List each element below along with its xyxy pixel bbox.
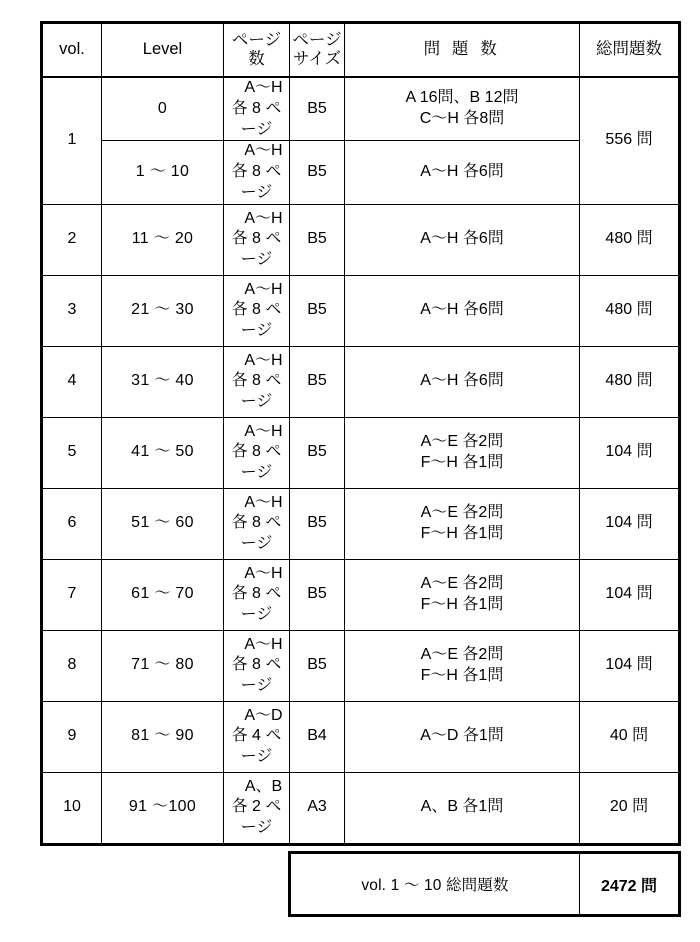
cell-pages-line1: A、B <box>244 777 283 795</box>
header-pages: ページ数 <box>224 23 290 78</box>
cell-pages <box>224 630 290 701</box>
cell-question-count <box>345 488 580 559</box>
table-header-row <box>42 23 680 78</box>
cell-pages <box>224 204 290 275</box>
cell-pages-line2: 各 8 ページ <box>231 163 282 201</box>
cell-total-count: 104 問 <box>580 488 680 559</box>
cell-page-size: A3 <box>290 772 345 844</box>
cell-question-count <box>345 204 580 275</box>
cell-page-size: B5 <box>290 204 345 275</box>
cell-pages <box>224 417 290 488</box>
cell-level: 31 ～ 40 <box>102 346 224 417</box>
cell-level: 81 ～ 90 <box>102 701 224 772</box>
cell-question-line1: A〜E 各2問 <box>420 645 504 663</box>
cell-pages-line1: A〜H <box>244 142 283 160</box>
cell-pages-line1: A〜H <box>244 635 283 653</box>
cell-total-count: 480 問 <box>580 204 680 275</box>
cell-question-line1: A〜E 各2問 <box>420 432 504 450</box>
cell-pages-line1: A〜H <box>244 209 283 227</box>
cell-question-count <box>345 701 580 772</box>
header-level: Level <box>102 23 224 78</box>
cell-question-line2: F〜H 各1問 <box>420 595 504 613</box>
cell-page-size: B5 <box>290 275 345 346</box>
cell-pages-line2: 各 8 ページ <box>231 372 282 411</box>
cell-page-size: B5 <box>290 559 345 630</box>
table-row <box>42 346 680 417</box>
cell-page-size: B5 <box>290 141 345 204</box>
cell-question-line2: F〜H 各1問 <box>420 666 504 684</box>
grand-total-label: vol. 1 ～ 10 総問題数 <box>290 853 580 916</box>
cell-pages <box>224 275 290 346</box>
cell-question-line1: A 16問、B 12問 <box>405 89 519 107</box>
cell-question-line2: C〜H 各8問 <box>419 110 505 128</box>
cell-question-line1: A〜D 各1問 <box>420 727 504 745</box>
cell-level: 51 ～ 60 <box>102 488 224 559</box>
cell-question-count <box>345 630 580 701</box>
cell-pages-line2: 各 8 ページ <box>231 443 282 482</box>
cell-question-count <box>345 141 580 204</box>
cell-pages-line2: 各 8 ページ <box>231 230 282 269</box>
cell-question-line1: A、B 各1問 <box>420 798 504 816</box>
table-row <box>42 772 680 844</box>
cell-pages-line2: 各 8 ページ <box>231 301 282 340</box>
table-row <box>42 559 680 630</box>
table-row <box>42 417 680 488</box>
cell-vol: 7 <box>42 559 102 630</box>
cell-pages <box>224 772 290 844</box>
header-page-size-line1: ページ <box>292 30 342 49</box>
cell-level: 71 ～ 80 <box>102 630 224 701</box>
cell-question-line1: A〜H 各6問 <box>420 301 504 319</box>
cell-page-size: B4 <box>290 701 345 772</box>
cell-vol: 2 <box>42 204 102 275</box>
cell-pages <box>224 346 290 417</box>
cell-question-line2: F〜H 各1問 <box>420 453 504 471</box>
cell-level: 11 ～ 20 <box>102 204 224 275</box>
cell-vol: 6 <box>42 488 102 559</box>
cell-pages <box>224 77 290 141</box>
cell-pages-line1: A〜H <box>244 493 283 511</box>
cell-pages-line1: A〜H <box>244 564 283 582</box>
cell-vol: 3 <box>42 275 102 346</box>
cell-pages-line1: A〜H <box>244 280 283 298</box>
cell-page-size: B5 <box>290 630 345 701</box>
table-row <box>42 275 680 346</box>
cell-level: 21 ～ 30 <box>102 275 224 346</box>
grand-total-row <box>290 853 680 916</box>
cell-level: 0 <box>102 77 224 141</box>
cell-pages-line1: A〜H <box>244 422 283 440</box>
cell-question-count <box>345 77 580 141</box>
cell-question-count <box>345 275 580 346</box>
cell-vol: 5 <box>42 417 102 488</box>
cell-page-size: B5 <box>290 346 345 417</box>
cell-level: 61 ～ 70 <box>102 559 224 630</box>
table-row <box>42 701 680 772</box>
cell-pages-line2: 各 2 ページ <box>231 798 282 837</box>
cell-total-count: 40 問 <box>580 701 680 772</box>
cell-total-count: 104 問 <box>580 630 680 701</box>
cell-question-line1: A〜H 各6問 <box>420 230 504 248</box>
cell-pages-line1: A〜D <box>244 706 283 724</box>
cell-question-line1: A〜E 各2問 <box>420 503 504 521</box>
cell-page-size: B5 <box>290 488 345 559</box>
cell-question-line1: A〜H 各6問 <box>420 372 504 390</box>
cell-question-count <box>345 346 580 417</box>
table-row <box>42 204 680 275</box>
cell-pages <box>224 141 290 204</box>
header-vol: vol. <box>42 23 102 78</box>
cell-total-count: 104 問 <box>580 417 680 488</box>
cell-pages <box>224 701 290 772</box>
cell-total-count: 556 問 <box>580 77 680 204</box>
cell-pages-line1: A〜H <box>244 351 283 369</box>
cell-total-count: 480 問 <box>580 346 680 417</box>
cell-page-size: B5 <box>290 417 345 488</box>
cell-pages-line2: 各 8 ページ <box>231 585 282 624</box>
cell-question-count <box>345 772 580 844</box>
cell-total-count: 480 問 <box>580 275 680 346</box>
cell-total-count: 20 問 <box>580 772 680 844</box>
cell-vol: 4 <box>42 346 102 417</box>
grand-total-value: 2472 問 <box>580 853 680 916</box>
cell-question-count <box>345 559 580 630</box>
cell-level: 41 ～ 50 <box>102 417 224 488</box>
cell-question-line2: F〜H 各1問 <box>420 524 504 542</box>
table-row <box>42 77 680 141</box>
table-row <box>42 488 680 559</box>
cell-question-line1: A〜E 各2問 <box>420 574 504 592</box>
cell-vol: 8 <box>42 630 102 701</box>
table-row <box>42 630 680 701</box>
header-total-count: 総問題数 <box>580 23 680 78</box>
header-page-size-line2: サイズ <box>292 50 342 68</box>
header-page-size <box>290 23 345 78</box>
cell-pages-line1: A〜H <box>244 79 283 96</box>
grand-total-table <box>288 851 681 917</box>
cell-pages-line2: 各 4 ページ <box>231 727 282 766</box>
cell-vol: 1 <box>42 77 102 204</box>
cell-vol: 9 <box>42 701 102 772</box>
cell-level: 1 ～ 10 <box>102 141 224 204</box>
cell-pages-line2: 各 8 ページ <box>231 99 282 138</box>
spec-table <box>40 21 681 846</box>
cell-pages <box>224 559 290 630</box>
cell-total-count: 104 問 <box>580 559 680 630</box>
cell-pages-line2: 各 8 ページ <box>231 514 282 553</box>
cell-pages-line2: 各 8 ページ <box>231 656 282 695</box>
header-question-count: 問 題 数 <box>345 23 580 78</box>
cell-page-size: B5 <box>290 77 345 141</box>
cell-question-count <box>345 417 580 488</box>
cell-level: 91 ～100 <box>102 772 224 844</box>
cell-question-line1: A〜H 各6問 <box>420 163 504 181</box>
cell-pages <box>224 488 290 559</box>
cell-vol: 10 <box>42 772 102 844</box>
